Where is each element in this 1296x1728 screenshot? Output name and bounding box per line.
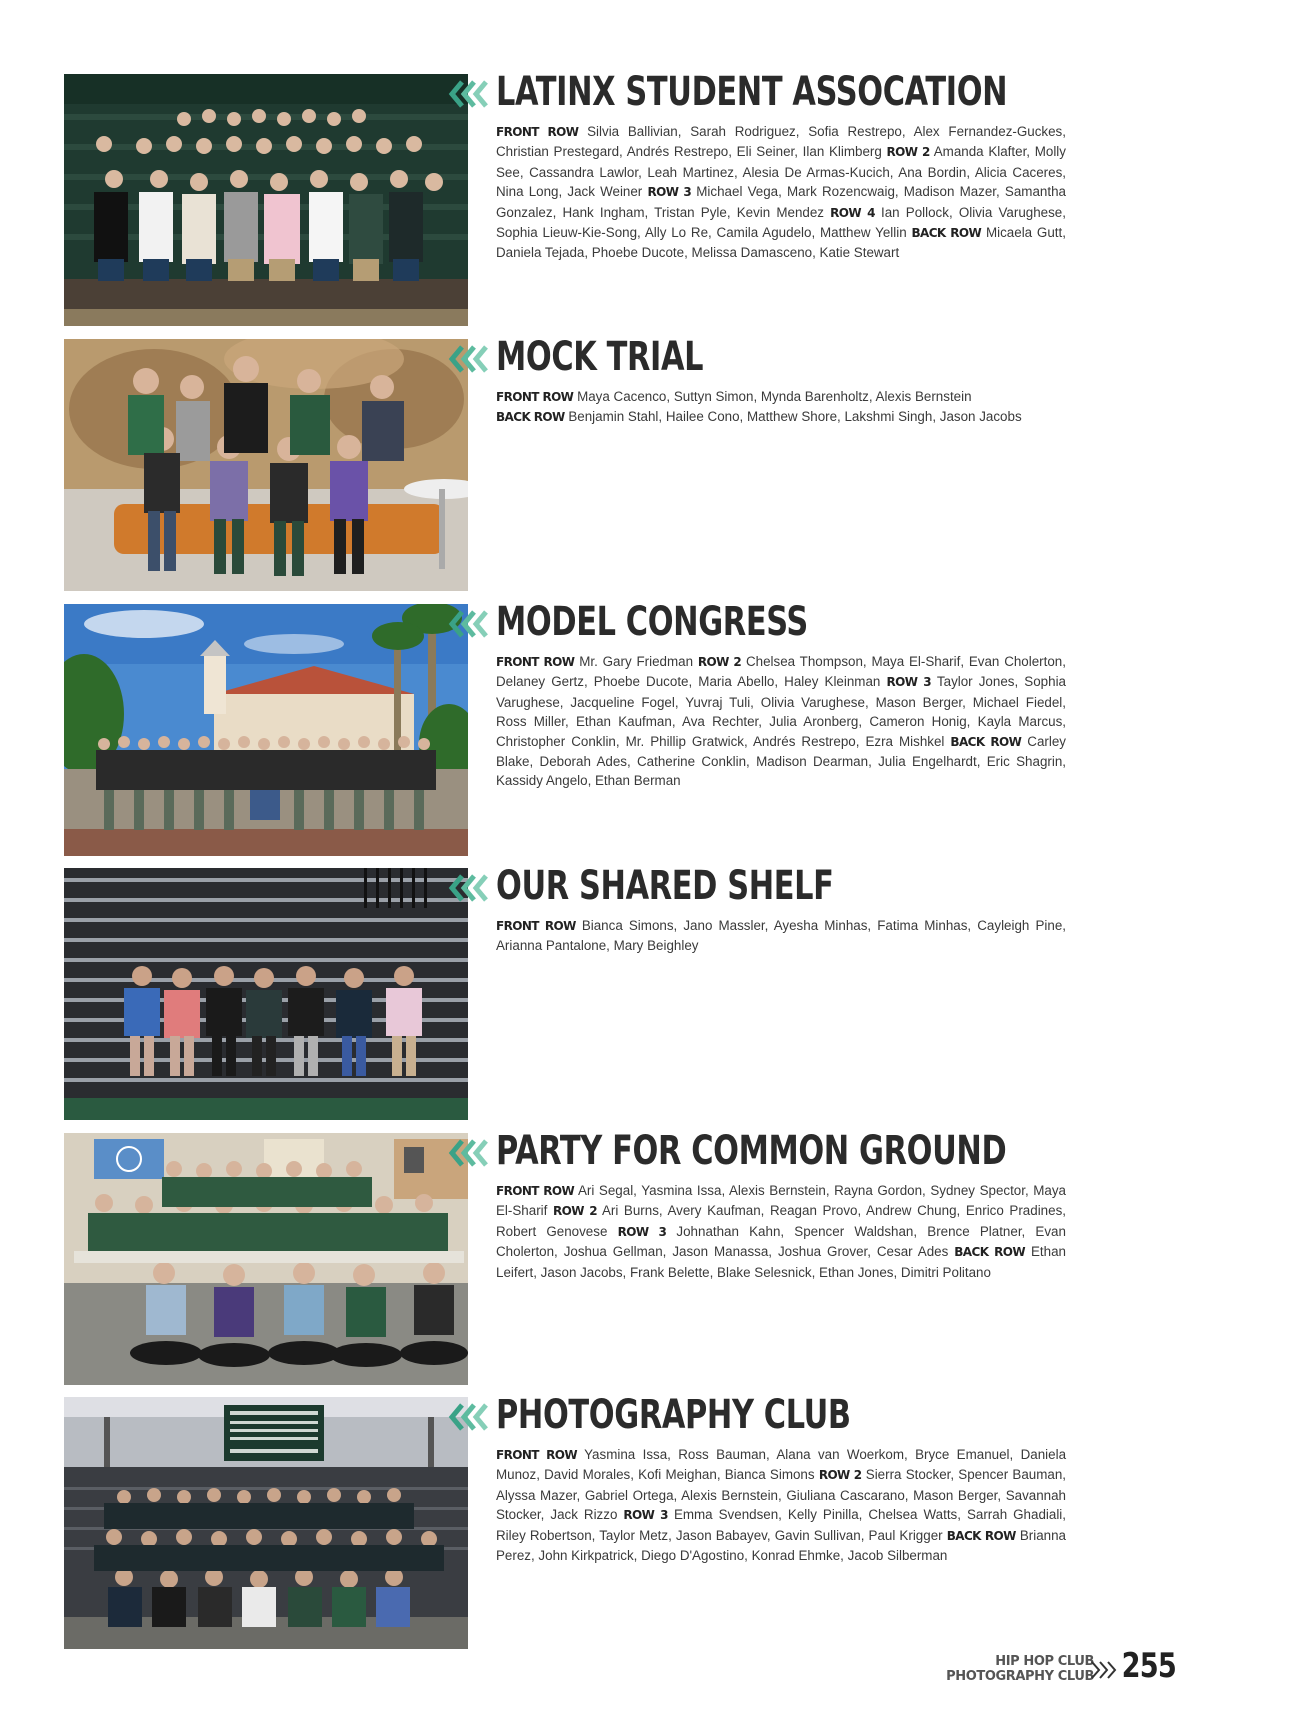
- row-label: BACK ROW: [954, 1245, 1026, 1260]
- roster-text: [496, 1445, 1066, 1565]
- roster-text: [496, 916, 1066, 956]
- row-label: ROW 3: [623, 1508, 668, 1523]
- row-names: Yasmina Issa, Ross Bauman, Alana van Woerkom, Bryce Emanuel, Daniela Munoz, David Morales, Kofi Meighan, Bianca Simons: [496, 1447, 1067, 1483]
- row-names: Brianna Perez, John Kirkpatrick, Diego D'Agostino, Konrad Ehmke, Jacob Silberman: [496, 1527, 1066, 1564]
- club-section-our-shared-shelf: [64, 863, 1066, 1120]
- row-names: Sierra Stocker, Spencer Bauman, Alyssa Mazer, Gabriel Ortega, Alexis Bernstein, Giuliana Cascarano, Mason Berger, Savannah Stocker, Jack Rizzo: [496, 1467, 1066, 1523]
- chevron-left-icon: [448, 610, 490, 638]
- group-photo: [64, 1397, 468, 1649]
- section-title: LATINX STUDENT ASSOCATION: [496, 69, 1008, 115]
- row-names: Maya Cacenco, Suttyn Simon, Mynda Barenholtz, Alexis Bernstein: [577, 389, 972, 404]
- row-names: Ari Segal, Yasmina Issa, Alexis Bernstein, Rayna Gordon, Sydney Spector, Maya El-Sharif: [496, 1183, 1067, 1219]
- group-photo: [64, 868, 468, 1120]
- row-label: BACK ROW: [496, 410, 565, 425]
- row-label: ROW 2: [886, 145, 930, 160]
- group-photo: [64, 74, 468, 326]
- row-label: ROW 2: [552, 1204, 598, 1219]
- section-title: MODEL CONGRESS: [496, 599, 808, 645]
- row-names: Bianca Simons, Jano Massler, Ayesha Minhas, Fatima Minhas, Cayleigh Pine, Arianna Pantalone, Mary Beighley: [496, 918, 1066, 954]
- row-names: Micaela Gutt, Daniela Tejada, Phoebe Ducote, Melissa Damasceno, Katie Stewart: [496, 225, 1066, 261]
- row-label: BACK ROW: [911, 226, 982, 241]
- chevron-right-icon: [1090, 1660, 1118, 1680]
- row-label: BACK ROW: [950, 734, 1022, 749]
- row-label: FRONT ROW: [496, 1184, 575, 1198]
- roster-text: [496, 122, 1066, 263]
- row-label: FRONT ROW: [496, 655, 575, 669]
- row-names: Ari Burns, Avery Kaufman, Reagan Provo, Andrew Chung, Enrico Pradines, Robert Genovese: [496, 1203, 1066, 1239]
- roster-text: [496, 652, 1066, 791]
- chevron-left-icon: [448, 80, 490, 108]
- club-section-photography-club: [64, 1392, 1067, 1649]
- row-label: FRONT ROW: [496, 125, 579, 139]
- row-label: BACK ROW: [946, 1528, 1016, 1543]
- row-names: Johnathan Kahn, Spencer Waldshan, Brence Platner, Evan Cholerton, Joshua Gellman, Jason Manassa, Joshua Grover, Cesar Ades: [496, 1223, 1066, 1260]
- row-label: ROW 3: [886, 675, 932, 690]
- row-label: ROW 2: [697, 655, 742, 669]
- club-section-party-for-common-ground: [64, 1128, 1067, 1385]
- row-names: Chelsea Thompson, Maya El-Sharif, Evan Cholerton, Delaney Gertz, Phoebe Ducote, Maria Abello, Haley Kleinman: [496, 654, 1066, 690]
- section-title: PHOTOGRAPHY CLUB: [496, 1392, 851, 1438]
- row-names: Silvia Ballivian, Sarah Rodriguez, Sofia Restrepo, Alex Fernandez-Guckes, Christian Prestegard, Andrés Restrepo, Eli Seiner, Ilan Klimberg: [496, 124, 1066, 160]
- row-names: Benjamin Stahl, Hailee Cono, Matthew Shore, Lakshmi Singh, Jason Jacobs: [568, 409, 1022, 425]
- row-names: Ethan Leifert, Jason Jacobs, Frank Belette, Blake Selesnick, Ethan Jones, Dimitri Politano: [496, 1244, 1066, 1280]
- club-section-latinx: [64, 69, 1066, 326]
- row-names: Amanda Klafter, Molly See, Cassandra Lawlor, Leah Martinez, Alesia De Armas-Kucich, Ana Bordin, Alicia Caceres, Nina Long, Jack Weiner: [496, 144, 1066, 200]
- page-number: 255: [1121, 1646, 1176, 1686]
- row-names: Taylor Jones, Sophia Varughese, Jacqueline Fogel, Yuvraj Tuli, Olivia Varughese, Mason Berger, Michael Fiedel, Ross Miller, Ethan Kaufman, Ava Rechter, Julia Aronberg, Cameron Honig, Kayla Marcus, Christopher Conklin, Mr. Phillip Gratwick, Andrés Restrepo, Ezra Mishkel: [496, 674, 1066, 749]
- group-photo-map-wall-icon: [64, 339, 468, 591]
- row-label: FRONT ROW: [496, 1448, 577, 1462]
- footer-line-2: PHOTOGRAPHY CLUB: [946, 1669, 1094, 1684]
- group-photo-classroom-icon: [64, 1133, 468, 1385]
- chevron-left-icon: [448, 1139, 490, 1167]
- row-names: Mr. Gary Friedman: [579, 654, 694, 669]
- page-footer: [876, 1646, 1176, 1690]
- row-names: Carley Blake, Deborah Ades, Catherine Conklin, Madison Dearman, Julia Engelhardt, Eric Shagrin, Kassidy Angelo, Ethan Berman: [496, 733, 1066, 789]
- section-title: MOCK TRIAL: [496, 334, 704, 380]
- group-photo-bleachers-icon: [64, 74, 468, 326]
- row-label: ROW 2: [818, 1468, 862, 1483]
- row-label: ROW 4: [830, 205, 875, 220]
- group-photo: [64, 604, 468, 856]
- roster-text: [496, 387, 1066, 428]
- row-label: FRONT ROW: [496, 919, 576, 933]
- group-photo: [64, 1133, 468, 1385]
- row-names: Emma Svendsen, Kelly Pinilla, Chelsea Watts, Sarrah Ghadiali, Riley Robertson, Taylor Metz, Jason Babayev, Gavin Sullivan, Paul Krigger: [496, 1507, 1066, 1543]
- group-photo: [64, 339, 468, 591]
- chevron-left-icon: [448, 1403, 490, 1431]
- section-title: PARTY FOR COMMON GROUND: [496, 1128, 1007, 1174]
- group-photo-gym-icon: [64, 1397, 468, 1649]
- roster-text: [496, 1181, 1066, 1282]
- chevron-left-icon: [448, 345, 490, 373]
- row-label: ROW 3: [617, 1224, 667, 1239]
- section-title: OUR SHARED SHELF: [496, 863, 834, 909]
- row-names: Michael Vega, Mark Rozencwaig, Madison Mazer, Samantha Gonzalez, Hank Ingham, Tristan Pyle, Kevin Mendez: [496, 184, 1066, 220]
- row-label: FRONT ROW: [496, 390, 574, 404]
- footer-section-names: [946, 1654, 1094, 1684]
- chevron-left-icon: [448, 874, 490, 902]
- club-section-model-congress: [64, 599, 1066, 856]
- club-section-mock-trial: [64, 334, 1064, 591]
- row-label: ROW 3: [647, 185, 692, 200]
- group-photo-stairs-icon: [64, 868, 468, 1120]
- row-names: Ian Pollock, Olivia Varughese, Sophia Lieuw-Kie-Song, Ally Lo Re, Camila Agudelo, Matthew Yellin: [496, 204, 1066, 241]
- footer-line-1: HIP HOP CLUB: [995, 1654, 1094, 1669]
- group-photo-outdoor-icon: [64, 604, 468, 856]
